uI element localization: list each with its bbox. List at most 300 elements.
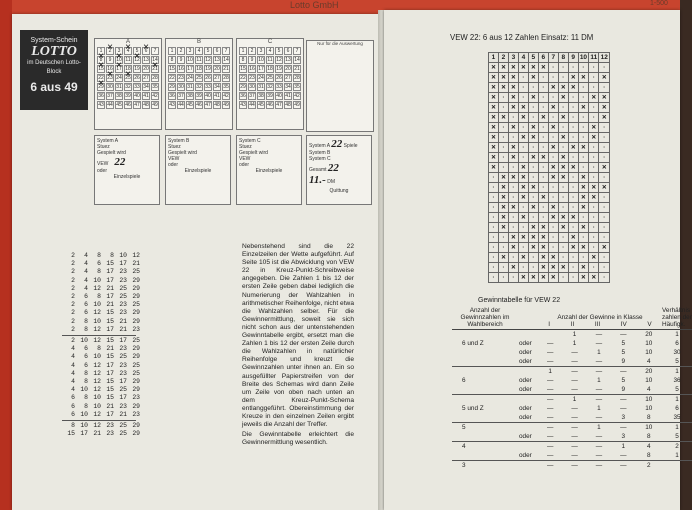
number-value: 8 bbox=[84, 394, 88, 402]
number-value: 23 bbox=[106, 430, 114, 438]
lotto-logo bbox=[20, 30, 88, 110]
class-header: III bbox=[594, 321, 601, 328]
number-cell: 18 bbox=[196, 66, 202, 72]
number-cell-crossed: 6 × bbox=[142, 47, 150, 55]
einzelspiele-label: Einzelspiele bbox=[255, 168, 283, 174]
gewinn-value: 10 bbox=[636, 395, 663, 405]
cross-mark: ✕ bbox=[508, 63, 518, 73]
cross-mark: ✕ bbox=[508, 143, 518, 153]
dot-mark: · bbox=[489, 173, 499, 183]
vew-row bbox=[97, 156, 157, 168]
dot-mark: · bbox=[489, 243, 499, 253]
number-cell: 39 bbox=[196, 93, 202, 99]
dot-mark: · bbox=[548, 63, 558, 73]
number-value: 2 bbox=[71, 317, 75, 325]
number-cell: 29 bbox=[240, 84, 246, 90]
cross-mark: ✕ bbox=[599, 243, 610, 253]
dot-mark: · bbox=[589, 103, 599, 113]
dot-mark: · bbox=[538, 103, 548, 113]
xgrid-header-cell: 7 bbox=[548, 53, 558, 63]
dot-mark: · bbox=[589, 173, 599, 183]
cross-mark: ✕ bbox=[578, 203, 588, 213]
vew-title: VEW 22: 6 aus 12 Zahlen Einsatz: 11 DM bbox=[450, 33, 594, 42]
number-cell: 45 bbox=[116, 102, 122, 108]
system-box bbox=[165, 135, 231, 205]
dot-mark: · bbox=[558, 103, 568, 113]
cross-mark: ✕ bbox=[548, 203, 558, 213]
number-value: 21 bbox=[106, 301, 114, 309]
table-separator bbox=[62, 335, 136, 336]
gewinn-value: 10 bbox=[645, 349, 653, 356]
number-value: 10 bbox=[93, 402, 101, 410]
number-value: 12 bbox=[93, 325, 101, 333]
number-cell: 34 bbox=[285, 84, 291, 90]
cross-mark: ✕ bbox=[508, 123, 518, 133]
number-cell: 20 bbox=[214, 66, 220, 72]
cross-mark: ✕ bbox=[518, 233, 528, 243]
number-value: 8 bbox=[97, 252, 101, 259]
gewinn-group-label: 4 bbox=[452, 442, 518, 452]
dot-mark: · bbox=[578, 233, 588, 243]
number-value: 25 bbox=[119, 430, 127, 438]
table-separator bbox=[62, 420, 136, 421]
dot-mark: · bbox=[578, 133, 588, 143]
number-row bbox=[62, 309, 140, 317]
dot-mark: · bbox=[589, 63, 599, 73]
dot-mark: · bbox=[578, 153, 588, 163]
gewinn-group-label bbox=[452, 385, 518, 395]
number-cell: 40 bbox=[205, 93, 211, 99]
number-value: 6 bbox=[84, 293, 88, 301]
col-oder bbox=[518, 306, 538, 330]
receipt-total-value: 22 bbox=[327, 162, 339, 174]
cross-mark: ✕ bbox=[589, 133, 599, 143]
number-cell: 48 bbox=[214, 102, 220, 108]
number-row bbox=[62, 430, 140, 438]
gewinn-value: 20 bbox=[636, 330, 663, 340]
gewinn-value: — bbox=[587, 367, 611, 377]
gewinn-value: — bbox=[620, 405, 627, 412]
gewinn-group-label bbox=[452, 395, 518, 405]
xgrid-row bbox=[489, 163, 610, 173]
number-value: 15 bbox=[106, 317, 114, 325]
ticket-block bbox=[94, 38, 162, 130]
number-value: 21 bbox=[106, 345, 114, 353]
cross-mark: ✕ bbox=[538, 253, 548, 263]
number-cell: 47 bbox=[134, 102, 140, 108]
number-value: 6 bbox=[71, 402, 75, 410]
number-row bbox=[62, 260, 140, 268]
cross-mark: ✕ bbox=[498, 173, 508, 183]
cross-mark: ✕ bbox=[599, 73, 610, 83]
number-value: 10 bbox=[93, 394, 101, 402]
cross-mark: ✕ bbox=[508, 233, 518, 243]
number-cell: 41 bbox=[285, 93, 291, 99]
number-value: 25 bbox=[119, 353, 127, 361]
number-value: 15 bbox=[106, 337, 114, 345]
dot-mark: · bbox=[599, 273, 610, 283]
cross-mark: ✕ bbox=[508, 173, 518, 183]
number-value: 23 bbox=[132, 394, 140, 402]
number-value: 6 bbox=[84, 361, 88, 369]
dot-mark: · bbox=[528, 103, 538, 113]
gewinn-value: 10 bbox=[645, 340, 653, 347]
gewinn-value: 3 bbox=[621, 414, 626, 421]
haeufigkeit-value: 6 bbox=[675, 340, 679, 347]
cross-mark: ✕ bbox=[508, 83, 518, 93]
number-value: 25 bbox=[132, 337, 140, 345]
xgrid-header-cell: 6 bbox=[538, 53, 548, 63]
gewinn-value: — bbox=[611, 395, 635, 405]
number-value: 10 bbox=[93, 317, 101, 325]
number-value: 21 bbox=[93, 430, 101, 438]
number-cell: 24 bbox=[187, 75, 193, 81]
dot-mark: · bbox=[568, 123, 578, 133]
number-cell: 13 bbox=[285, 57, 291, 63]
gewinn-title: Gewinntabelle für VEW 22 bbox=[478, 297, 561, 304]
number-row bbox=[62, 353, 140, 361]
oder-cell: oder bbox=[519, 340, 532, 347]
dot-mark: · bbox=[548, 93, 558, 103]
gewinn-value: 4 bbox=[646, 386, 651, 393]
gewinn-value: — bbox=[546, 405, 554, 412]
number-cell: 21 bbox=[294, 66, 300, 72]
number-value: 8 bbox=[84, 325, 88, 333]
gewinn-group-label bbox=[452, 413, 518, 423]
number-value: 21 bbox=[106, 402, 114, 410]
gewinn-value: — bbox=[538, 442, 562, 452]
cross-mark: ✕ bbox=[538, 243, 548, 253]
dot-mark: · bbox=[589, 233, 599, 243]
cross-mark: ✕ bbox=[538, 193, 548, 203]
cross-mark: ✕ bbox=[489, 93, 499, 103]
logo-title: System-Schein bbox=[30, 37, 78, 44]
cross-mark: ✕ bbox=[518, 133, 528, 143]
number-value: 15 bbox=[106, 394, 114, 402]
gewinn-value: — bbox=[546, 340, 554, 347]
gewinn-value: 8 bbox=[646, 433, 651, 440]
cross-mark: ✕ bbox=[528, 233, 538, 243]
number-cell: 11 bbox=[125, 57, 131, 63]
number-row bbox=[62, 422, 140, 430]
number-cell: 20 bbox=[143, 66, 149, 72]
cross-mark: ✕ bbox=[489, 153, 499, 163]
number-row bbox=[62, 293, 140, 301]
dot-mark: · bbox=[568, 183, 578, 193]
dot-mark: · bbox=[568, 153, 578, 163]
dot-mark: · bbox=[518, 263, 528, 273]
haeufigkeit-value: 5 bbox=[675, 433, 679, 440]
number-cell: 16 bbox=[178, 66, 184, 72]
number-value: 8 bbox=[110, 252, 114, 259]
cross-mark: ✕ bbox=[518, 273, 528, 283]
number-value: 23 bbox=[106, 422, 114, 430]
haeufigkeit-value: 35 bbox=[673, 414, 681, 421]
number-cell-crossed: 25 × bbox=[124, 74, 132, 82]
number-cell: 22 bbox=[169, 75, 175, 81]
haeufigkeit-value: 1 bbox=[662, 367, 692, 377]
gewinn-value: — bbox=[571, 358, 578, 365]
oder-cell bbox=[518, 367, 538, 377]
receipt-label-b: System B bbox=[309, 150, 331, 156]
system-box bbox=[94, 135, 160, 205]
number-value: 25 bbox=[132, 361, 140, 369]
dot-mark: · bbox=[599, 193, 610, 203]
number-value: 2 bbox=[71, 293, 75, 301]
dot-mark: · bbox=[498, 163, 508, 173]
gewinn-value: — bbox=[571, 452, 578, 459]
number-cell: 30 bbox=[178, 84, 184, 90]
xgrid-row bbox=[489, 173, 610, 183]
system-sub: Stuez bbox=[97, 144, 110, 150]
number-cell: 9 bbox=[177, 56, 185, 64]
system-sub: Stuez bbox=[168, 144, 181, 150]
number-cell: 49 bbox=[152, 102, 158, 108]
col-gewinne-label: Anzahl der Gewinne in Klasse bbox=[557, 314, 643, 321]
dot-mark: · bbox=[568, 223, 578, 233]
number-cell: 42 bbox=[223, 93, 229, 99]
number-cell: 43 bbox=[169, 102, 175, 108]
gewinn-value: 9 bbox=[621, 386, 626, 393]
cross-mark: ✕ bbox=[548, 273, 558, 283]
receipt-line-total bbox=[309, 162, 369, 174]
dot-mark: · bbox=[538, 143, 548, 153]
number-value: 6 bbox=[97, 260, 101, 268]
number-value: 21 bbox=[119, 317, 127, 325]
dot-mark: · bbox=[498, 103, 508, 113]
cross-mark: ✕ bbox=[518, 213, 528, 223]
evaluation-label: Nur für die Auswertung bbox=[317, 41, 363, 46]
dot-mark: · bbox=[548, 73, 558, 83]
number-value: 21 bbox=[132, 260, 140, 268]
class-header: IV bbox=[620, 321, 627, 328]
system-label: System C bbox=[239, 138, 261, 144]
cross-mark: ✕ bbox=[489, 163, 499, 173]
number-cell: 5 bbox=[204, 47, 212, 55]
cross-mark: ✕ bbox=[518, 193, 528, 203]
number-cell: 1 bbox=[168, 47, 176, 55]
gewinn-value: — bbox=[562, 367, 586, 377]
number-value: 29 bbox=[132, 293, 140, 301]
cross-mark: ✕ bbox=[498, 223, 508, 233]
explanation-text: Nebenstehend sind die 22 Einzelzeilen der Wette aufgeführt. Auf Seite 105 ist die Abwicklung von VEW 22 in Kreuz-Punkt-Schreibweise angegeben. Die Zahlen 1 bis 12 der ersten Zeile geben dabei lediglich die Numerierung der Wahlzahlen in arithmetischer Reihenfolge, nicht etwa die Wahlzahlen selber. Für die Gewinnermittlung, soweit sie sich nicht schon aus der untenstehenden Gewinntabelle ergibt, ersetzt man die Zahlen 1 bis 12 der ersten Zeile durch die Wahlzahlen in natürlicher Reihenfolge und kreuzt die Gewinnzahlen unter ihnen an. Ein so ausgefüllter Papierstreifen von der Breite des Schemas wird dann Zeile um Zeile von oben nach unten an dem Kreuz-Punkt-Schema entlanggeführt. Obereinstimmung der Kreuze in den einzelnen Zeilen ergibt jeweils die Anzahl der Treffer. bbox=[242, 243, 354, 429]
number-cell-crossed: 2 × bbox=[106, 47, 114, 55]
cross-mark: ✕ bbox=[538, 153, 548, 163]
gewinn-value: — bbox=[562, 461, 586, 471]
number-value: 12 bbox=[93, 369, 101, 377]
cross-mark: ✕ bbox=[518, 163, 528, 173]
number-cell: 31 bbox=[187, 84, 193, 90]
number-cell: 41 bbox=[214, 93, 220, 99]
number-value: 23 bbox=[132, 325, 140, 333]
oder-cell: oder bbox=[519, 349, 532, 356]
gewinn-value bbox=[538, 330, 562, 340]
number-value: 23 bbox=[119, 361, 127, 369]
number-cell: 20 bbox=[285, 66, 291, 72]
gewinn-value: 4 bbox=[646, 358, 651, 365]
ticket-block bbox=[236, 38, 304, 130]
gewinn-group-label: 6 und Z bbox=[462, 340, 484, 347]
number-value: 2 bbox=[71, 268, 75, 276]
dot-mark: · bbox=[538, 93, 548, 103]
gewinn-group-label: 3 bbox=[452, 461, 518, 471]
cross-point-grid bbox=[488, 52, 610, 283]
receipt-gesamt: Gesamt bbox=[309, 167, 327, 173]
number-value: 17 bbox=[80, 430, 88, 438]
dot-mark: · bbox=[548, 223, 558, 233]
gewinn-group-label: 5 bbox=[452, 423, 518, 433]
gewinn-row bbox=[452, 367, 692, 377]
receipt-line-price bbox=[309, 174, 369, 186]
cross-mark: ✕ bbox=[508, 93, 518, 103]
number-cell: 36 bbox=[169, 93, 175, 99]
xgrid-row bbox=[489, 223, 610, 233]
dot-mark: · bbox=[508, 113, 518, 123]
dot-mark: · bbox=[568, 193, 578, 203]
cross-mark: ✕ bbox=[498, 73, 508, 83]
dot-mark: · bbox=[558, 123, 568, 133]
gewinn-value: — bbox=[595, 358, 603, 365]
number-value: 4 bbox=[71, 378, 75, 386]
dot-mark: · bbox=[599, 253, 610, 263]
cross-mark: ✕ bbox=[489, 73, 499, 83]
dot-mark: · bbox=[599, 133, 610, 143]
xgrid-row bbox=[489, 93, 610, 103]
gewinn-value: 4 bbox=[636, 442, 663, 452]
dot-mark: · bbox=[589, 203, 599, 213]
number-value: 8 bbox=[84, 317, 88, 325]
dot-mark: · bbox=[518, 93, 528, 103]
gewinn-value: 10 bbox=[645, 377, 653, 384]
number-value: 2 bbox=[71, 276, 75, 284]
dot-mark: · bbox=[498, 243, 508, 253]
dot-mark: · bbox=[489, 263, 499, 273]
cross-mark: ✕ bbox=[508, 153, 518, 163]
cross-mark: ✕ bbox=[589, 183, 599, 193]
dot-mark: · bbox=[498, 273, 508, 283]
receipt-spiele: Spiele bbox=[343, 143, 358, 149]
dot-mark: · bbox=[568, 273, 578, 283]
number-cell: 26 bbox=[134, 75, 140, 81]
gewinn-group-label bbox=[452, 348, 518, 357]
dot-mark: · bbox=[538, 203, 548, 213]
gewinn-value: — bbox=[546, 452, 554, 459]
cross-mark: ✕ bbox=[548, 263, 558, 273]
xgrid-row bbox=[489, 153, 610, 163]
gewinn-row bbox=[452, 348, 692, 357]
cross-mark: ✕ bbox=[538, 223, 548, 233]
oder-cell bbox=[518, 423, 538, 433]
gewinn-group-label bbox=[452, 357, 518, 367]
haeufigkeit-value: 1 bbox=[675, 452, 679, 459]
dot-mark: · bbox=[578, 113, 588, 123]
number-cell: 46 bbox=[125, 102, 131, 108]
einzelspiele-label: Einzelspiele bbox=[184, 168, 212, 174]
cross-mark: ✕ bbox=[518, 183, 528, 193]
number-cell: 37 bbox=[249, 93, 255, 99]
explanation-text-2: Die Gewinntabelle erleichtert die Gewinnermittlung wesentlich. bbox=[242, 431, 354, 447]
xgrid-header-cell: 5 bbox=[528, 53, 538, 63]
number-cell: 31 bbox=[116, 84, 122, 90]
dot-mark: · bbox=[599, 263, 610, 273]
number-value: 8 bbox=[71, 422, 75, 430]
number-cell: 33 bbox=[134, 84, 140, 90]
number-value: 17 bbox=[119, 394, 127, 402]
cross-mark: ✕ bbox=[518, 63, 528, 73]
top-right-note: 1-500 bbox=[650, 0, 668, 7]
number-value: 25 bbox=[132, 268, 140, 276]
dot-mark: · bbox=[548, 193, 558, 203]
cross-mark: ✕ bbox=[578, 103, 588, 113]
dot-mark: · bbox=[578, 63, 588, 73]
cross-mark: ✕ bbox=[508, 263, 518, 273]
dot-mark: · bbox=[508, 163, 518, 173]
col-anzahl: Anzahl der Gewinnzahlen im Wahlbereich bbox=[452, 306, 518, 330]
xgrid-header-cell: 11 bbox=[590, 53, 598, 61]
number-value: 6 bbox=[84, 301, 88, 309]
xgrid-header bbox=[489, 53, 610, 63]
cross-mark: ✕ bbox=[568, 73, 578, 83]
cross-mark: ✕ bbox=[498, 183, 508, 193]
system-sub: Stuez bbox=[239, 144, 252, 150]
dot-mark: · bbox=[599, 213, 610, 223]
number-value: 6 bbox=[84, 353, 88, 361]
cross-mark: ✕ bbox=[538, 273, 548, 283]
number-value: 6 bbox=[84, 345, 88, 353]
gewinn-value: 1 bbox=[562, 330, 586, 340]
cross-mark: ✕ bbox=[489, 63, 499, 73]
number-cell: 2 bbox=[177, 47, 185, 55]
number-cell: 17 bbox=[187, 66, 193, 72]
number-value: 8 bbox=[84, 369, 88, 377]
number-cell: 36 bbox=[98, 93, 104, 99]
cross-mark: ✕ bbox=[548, 123, 558, 133]
xgrid-row bbox=[489, 233, 610, 243]
dot-mark: · bbox=[578, 163, 588, 173]
dot-mark: · bbox=[589, 243, 599, 253]
number-cell: 23 bbox=[249, 75, 255, 81]
haeufigkeit-value: 5 bbox=[675, 386, 679, 393]
xgrid-header-cell: 9 bbox=[568, 53, 578, 63]
number-cell: 35 bbox=[223, 84, 229, 90]
oder-label: oder bbox=[97, 168, 108, 174]
dot-mark: · bbox=[599, 143, 610, 153]
dot-mark: · bbox=[558, 63, 568, 73]
xgrid-row bbox=[489, 243, 610, 253]
number-value: 2 bbox=[71, 260, 75, 268]
number-row bbox=[62, 370, 140, 378]
number-value: 4 bbox=[71, 361, 75, 369]
number-value: 17 bbox=[106, 325, 114, 333]
system-label: System A bbox=[97, 138, 119, 144]
number-value: 12 bbox=[93, 337, 101, 345]
cross-mark: ✕ bbox=[548, 253, 558, 263]
number-value: 4 bbox=[71, 369, 75, 377]
number-cell: 25 bbox=[196, 75, 202, 81]
number-value: 8 bbox=[84, 402, 88, 410]
number-cell: 29 bbox=[169, 84, 175, 90]
cross-mark: ✕ bbox=[528, 273, 538, 283]
number-grid bbox=[237, 45, 303, 111]
gewinn-value: — bbox=[562, 442, 586, 452]
dot-mark: · bbox=[498, 133, 508, 143]
number-cell: 15 bbox=[240, 66, 246, 72]
number-value: 12 bbox=[93, 309, 101, 317]
cross-mark: ✕ bbox=[568, 243, 578, 253]
number-cell: 14 bbox=[294, 57, 300, 63]
number-value: 15 bbox=[67, 430, 75, 438]
xgrid-row bbox=[489, 113, 610, 123]
